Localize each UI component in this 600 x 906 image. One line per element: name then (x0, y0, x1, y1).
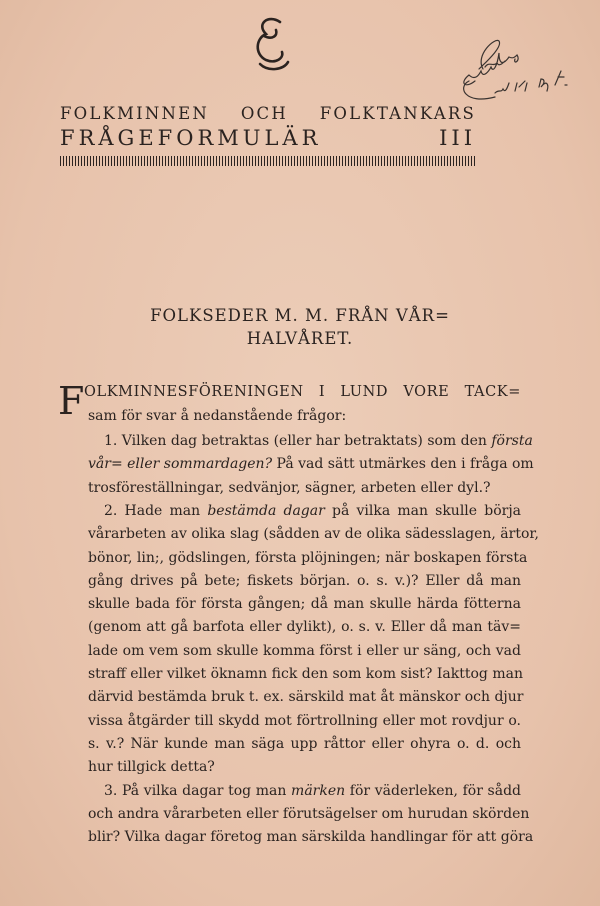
text-segment: På vad sätt utmärkes den i fråga om (272, 456, 534, 473)
text-line (88, 665, 521, 683)
text-segment: bönor, lin;, gödslingen, första plöjningen; när boskapen första (88, 549, 528, 566)
text-line (88, 688, 524, 706)
text-segment: vissa åtgärder till skydd mot förtrollning eller mot rovdjur o. (88, 712, 521, 729)
text-line (88, 758, 521, 776)
text-segment: trosföreställningar, sedvänjor, sägner, arbeten eller dyl.? (88, 479, 491, 496)
text-segment: vårarbeten av olika slag (sådden av de olika sädesslagen, ärtor, (88, 526, 539, 543)
text-line (104, 432, 533, 450)
italic-text: bestämda dagar (207, 502, 325, 519)
monogram-logo (250, 14, 294, 74)
text-line (88, 572, 521, 590)
text-segment: blir? Vilka dagar företog man särskilda handlingar för att göra (88, 829, 534, 846)
text-line (88, 712, 521, 730)
text-segment: 1. Vilken dag betraktas (eller har betraktats) som den (104, 433, 492, 449)
text-segment: (genom att gå barfota eller dylikt), o. s. v. Eller då man täv= (88, 619, 521, 636)
italic-text: vår= eller sommardagen? (88, 456, 273, 473)
text-segment: hur tillgick detta? (88, 759, 215, 776)
text-segment: s. v.? När kunde man säga upp råttor eller ohyra o. d. och (88, 735, 521, 752)
text-segment: 3. På vilka dagar tog man (104, 782, 292, 799)
intro-line-2: sam för svar å nedanstående frågor: (88, 408, 347, 424)
text-line (104, 782, 521, 800)
text-line (88, 618, 521, 636)
text-line (88, 455, 534, 473)
italic-text: första (491, 433, 533, 449)
handwritten-signature (455, 35, 585, 105)
text-line (88, 735, 521, 753)
decorative-rule (60, 156, 476, 166)
text-line (88, 805, 530, 823)
section-title-line-2: HALVÅRET. (246, 329, 354, 348)
text-segment: därvid bestämda bruk t. ex. särskild mat åt mänskor och djur (88, 689, 524, 706)
section-title-line-1: FOLKSEDER M. M. FRÅN VÅR= (150, 306, 450, 325)
text-line (88, 642, 521, 660)
text-segment: lade om vem som skulle komma först i eller ur säng, och vad (88, 642, 521, 659)
text-segment: straff eller vilket öknamn fick den som kom sist? Iakttog man (88, 666, 523, 682)
text-line (88, 549, 528, 567)
text-line (88, 525, 539, 543)
text-segment: gång drives på bete; fiskets början. o. s. v.)? Eller då man (88, 572, 521, 589)
text-line (88, 479, 521, 497)
text-segment: för väderleken, för sådd (345, 782, 521, 799)
text-line (88, 828, 534, 846)
text-line (88, 595, 521, 613)
text-segment: 2. Hade man (104, 502, 208, 519)
intro-line-1: OLKMINNESFÖRENINGEN I LUND VORE TACK= (84, 384, 521, 400)
drop-cap: F (58, 379, 85, 423)
text-line (104, 502, 521, 520)
text-segment: och andra vårarbeten eller förutsägelser om hurudan skörden (88, 805, 530, 822)
italic-text: märken (291, 782, 346, 799)
text-segment: på vilka man skulle börja (324, 502, 522, 519)
text-segment: skulle bada för första gången; då man skulle härda fötterna (88, 596, 521, 613)
form-title: FRÅGEFORMULÄR III (60, 126, 476, 150)
series-title: FOLKMINNEN OCH FOLKTANKARS (60, 104, 476, 123)
